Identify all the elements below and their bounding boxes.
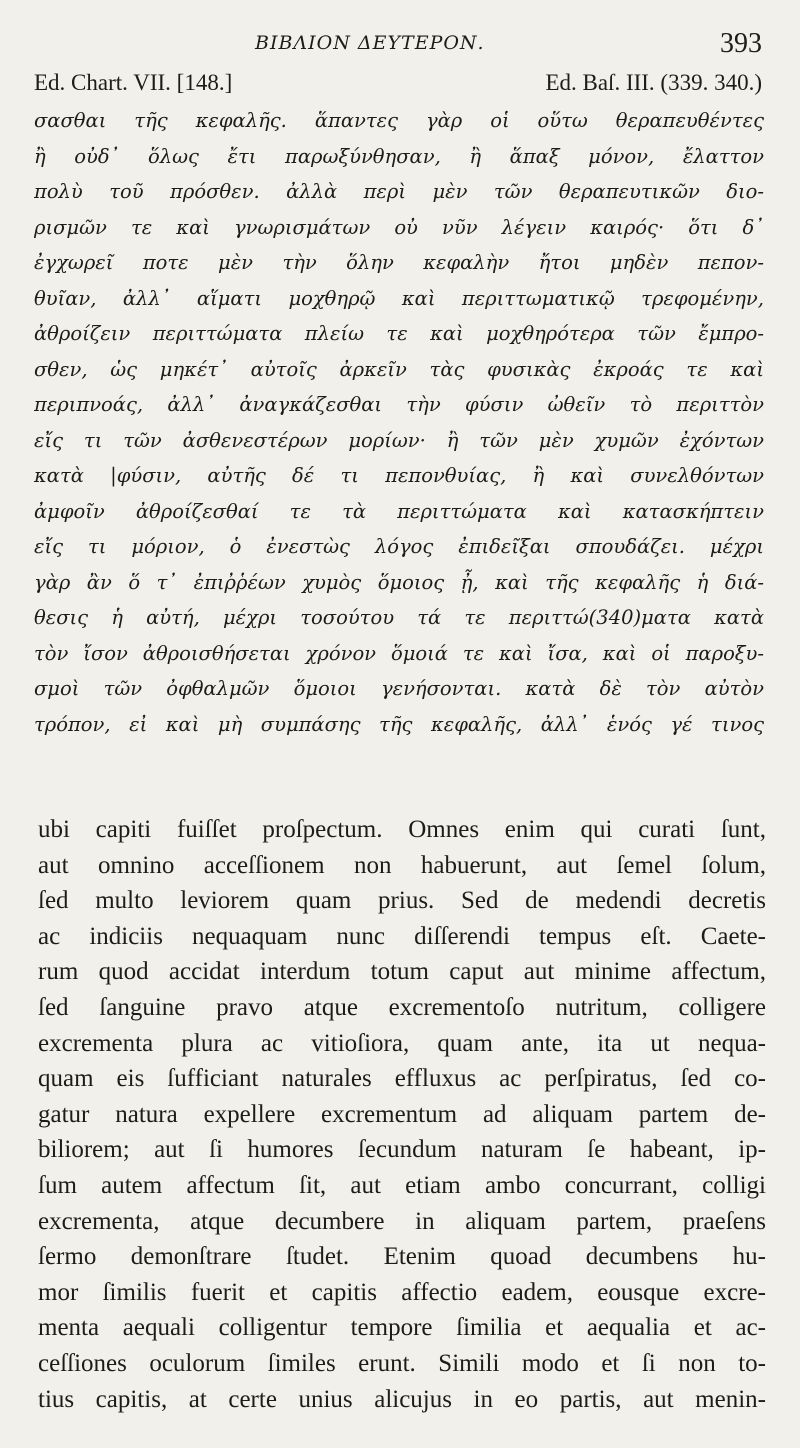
greek-line: εἴς τι μόριον, ὁ ἐνεστὼς λόγος ἐπιδεῖξαι σπουδάζει. μέχρι bbox=[34, 535, 764, 558]
page-number: 393 bbox=[720, 28, 762, 59]
greek-line: ἀθροίζειν περιττώματα πλείω τε καὶ μοχθηρότερα τῶν ἔμπρο- bbox=[34, 322, 764, 345]
greek-line: θεσις ἡ αὐτή, μέχρι τοσούτου τά τε περιττώ(340)ματα κατὰ bbox=[34, 606, 764, 629]
greek-line: σασθαι τῆς κεφαλῆς. ἅπαντες γὰρ οἱ οὕτω θεραπευθέντες bbox=[34, 109, 764, 132]
latin-line: ac indiciis nequaquam nunc diſſerendi tempus eſt. Caete- bbox=[38, 922, 766, 950]
greek-line: θυῖαν, ἀλλ᾽ αἵματι μοχθηρῷ καὶ περιττωματικῷ τρεφομένην, bbox=[34, 286, 764, 310]
latin-line: tius capitis, at certe unius alicujus in eo partis, aut menin- bbox=[38, 1385, 766, 1413]
latin-text-block bbox=[38, 812, 766, 1417]
latin-line: aut omnino acceſſionem non habuerunt, aut ſemel ſolum, bbox=[38, 851, 766, 879]
greek-line: περιπνοάς, ἀλλ᾽ ἀναγκάζεσθαι τὴν φύσιν ὠθεῖν τὸ περιττὸν bbox=[34, 393, 764, 416]
edition-chartier-ref: Ed. Chart. VII. [148.] bbox=[34, 70, 233, 95]
latin-line: ſed multo leviorem quam prius. Sed de medendi decretis bbox=[38, 887, 766, 915]
greek-line: τρόπον, εἰ καὶ μὴ συμπάσης τῆς κεφαλῆς, ἀλλ᾽ ἑνός γέ τινος bbox=[34, 712, 764, 736]
book-title: ΒΙΒΛΙΟΝ ΔΕΥΤΕΡΟΝ. bbox=[255, 32, 485, 54]
greek-line: ἢ οὐδ᾽ ὅλως ἔτι παρωξύνθησαν, ἢ ἅπαξ μόνον, ἔλαττον bbox=[34, 144, 764, 168]
greek-line: ἀμφοῖν ἀθροίζεσθαί τε τὰ περιττώματα καὶ κατασκήπτειν bbox=[34, 499, 764, 523]
running-head bbox=[0, 28, 800, 62]
latin-line: excrementa, atque decumbere in aliquam partem, praeſens bbox=[38, 1207, 766, 1235]
latin-line: ſed ſanguine pravo atque excrementoſo nutritum, colligere bbox=[38, 993, 766, 1021]
latin-line: menta aequali colligentur tempore ſimilia et aequalia et ac- bbox=[38, 1314, 766, 1342]
latin-line: biliorem; aut ſi humores ſecundum naturam ſe habeant, ip- bbox=[38, 1136, 766, 1164]
greek-line: γὰρ ἂν ὅ τ᾽ ἐπιῤῥέων χυμὸς ὅμοιος ᾖ, καὶ τῆς κεφαλῆς ἡ διά- bbox=[34, 570, 764, 594]
latin-line: ceſſiones oculorum ſimiles erunt. Simili modo et ſi non to- bbox=[38, 1349, 766, 1377]
greek-line: σθεν, ὡς μηκέτ᾽ αὐτοῖς ἀρκεῖν τὰς φυσικὰς ἐκροάς τε καὶ bbox=[34, 357, 764, 381]
edition-basel-ref: Ed. Baſ. III. (339. 340.) bbox=[545, 70, 762, 95]
latin-line: ubi capiti fuiſſet proſpectum. Omnes enim qui curati ſunt, bbox=[38, 816, 766, 843]
greek-line: πολὺ τοῦ πρόσθεν. ἀλλὰ περὶ μὲν τῶν θεραπευτικῶν διο- bbox=[34, 180, 764, 203]
greek-line: τὸν ἴσον ἀθροισθήσεται χρόνον ὅμοιά τε καὶ ἴσα, καὶ οἱ παροξυ- bbox=[34, 641, 764, 665]
greek-line: κατὰ |φύσιν, αὐτῆς δέ τι πεπονθυίας, ἢ καὶ συνελθόντων bbox=[34, 464, 764, 487]
latin-line: mor ſimilis fuerit et capitis affectio eadem, eousque excre- bbox=[38, 1278, 766, 1306]
greek-line: ρισμῶν τε καὶ γνωρισμάτων οὐ νῦν λέγειν καιρός· ὅτι δ᾽ bbox=[34, 215, 764, 239]
greek-line: ἐγχωρεῖ ποτε μὲν τὴν ὅλην κεφαλὴν ἤτοι μηδὲν πεπον- bbox=[34, 251, 764, 274]
greek-line: σμοὶ τῶν ὀφθαλμῶν ὅμοιοι γενήσονται. κατὰ δὲ τὸν αὐτὸν bbox=[34, 677, 764, 700]
greek-text-block bbox=[34, 103, 764, 742]
latin-line: excrementa plura ac vitioſiora, quam ante, ita ut nequa- bbox=[38, 1029, 766, 1057]
latin-line: quam eis ſufficiant naturales effluxus ac perſpiratus, ſed co- bbox=[38, 1065, 766, 1093]
latin-line: ſermo demonſtrare ſtudet. Etenim quoad decumbens hu- bbox=[38, 1243, 766, 1271]
latin-line: ſum autem affectum ſit, aut etiam ambo concurrant, colligi bbox=[38, 1171, 766, 1199]
latin-line: rum quod accidat interdum totum caput aut minime affectum, bbox=[38, 958, 766, 986]
greek-line: εἴς τι τῶν ἀσθενεστέρων μορίων· ἢ τῶν μὲν χυμῶν ἐχόντων bbox=[34, 428, 764, 452]
edition-references bbox=[34, 70, 762, 100]
latin-line: gatur natura expellere excrementum ad aliquam partem de- bbox=[38, 1100, 766, 1128]
